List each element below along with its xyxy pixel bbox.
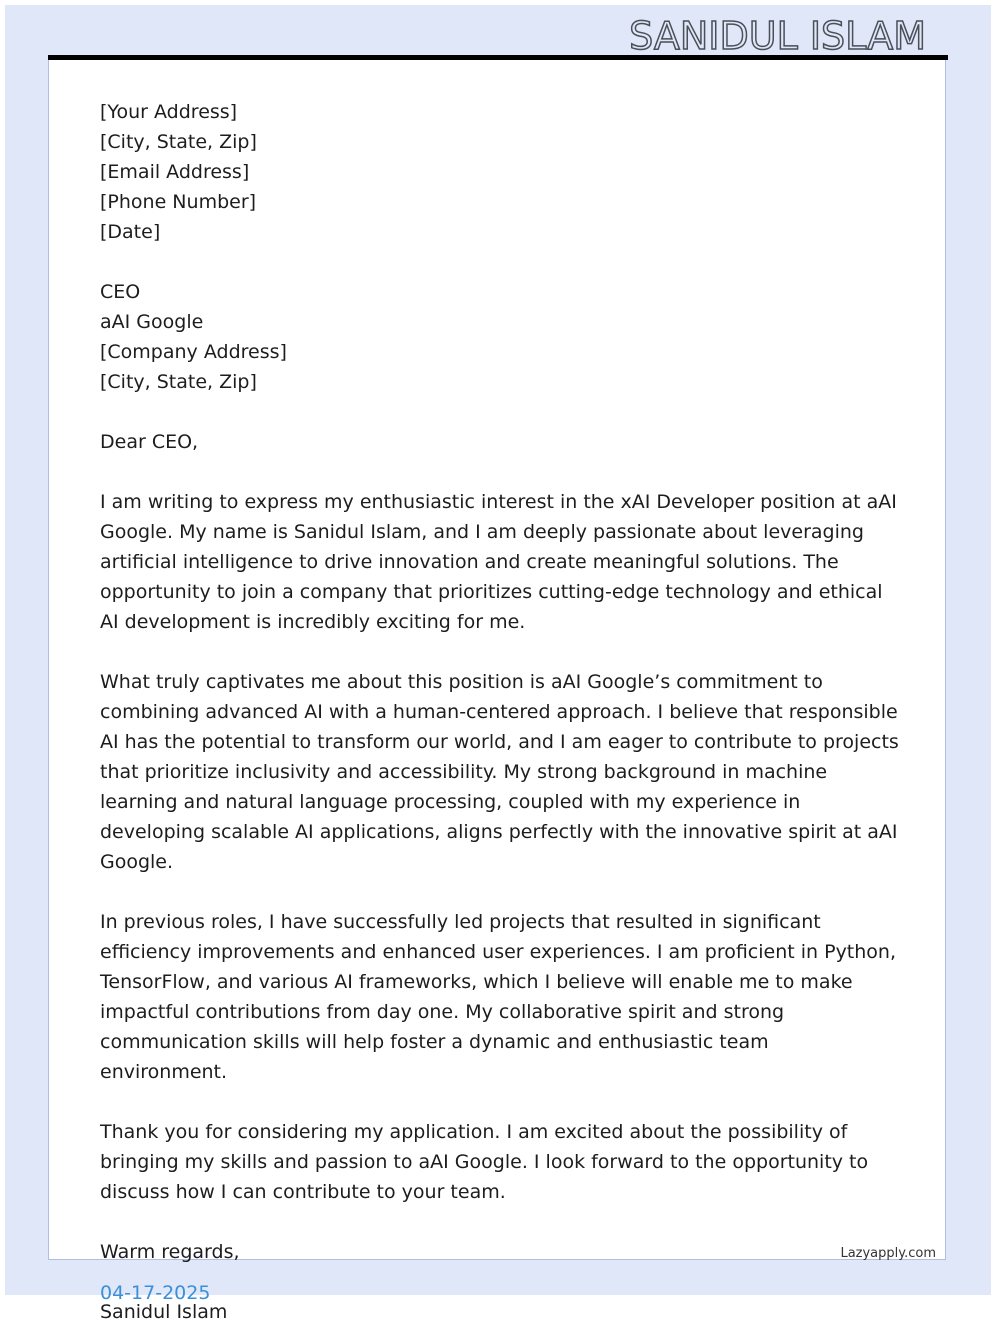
spacer — [100, 247, 900, 277]
body-paragraph-1: I am writing to express my enthusiastic interest in the xAI Developer position at aAI Google. My name is Sanidul Islam, and I am deeply passionate about leveraging artificial intelligence to drive innovation and create meaningful solutions. The opportunity to join a company that prioritizes cutting-edge technology and ethical AI development is incredibly exciting for me. — [100, 491, 897, 633]
sender-date: [Date] — [100, 221, 161, 243]
spacer — [100, 397, 900, 427]
recipient-block — [100, 277, 900, 397]
body-paragraph-4: Thank you for considering my application. I am excited about the possibility of bringing my skills and passion to aAI Google. I look forward to the opportunity to discuss how I can contribute to your team. — [100, 1121, 869, 1203]
cover-letter — [100, 97, 900, 1327]
watermark: Lazyapply.com — [840, 1246, 936, 1261]
salutation: Dear CEO, — [100, 431, 199, 453]
recipient-company: aAI Google — [100, 311, 204, 333]
recipient-title: CEO — [100, 281, 141, 303]
sender-block — [100, 97, 900, 247]
spacer — [100, 637, 900, 667]
header-name: SANIDUL ISLAM — [629, 14, 926, 58]
spacer — [100, 1087, 900, 1117]
sender-address: [Your Address] — [100, 101, 238, 123]
body-paragraph-3: In previous roles, I have successfully led projects that resulted in significant efficiency improvements and enhanced user experiences. I am proficient in Python, TensorFlow, and various AI frameworks, which I believe will enable me to make impactful contributions from day one. My collaborative spirit and strong communication skills will help foster a dynamic and enthusiastic team environment. — [100, 911, 897, 1083]
sender-email: [Email Address] — [100, 161, 250, 183]
date-stamp: 04-17-2025 — [100, 1282, 211, 1304]
spacer — [100, 1207, 900, 1237]
signature: Sanidul Islam — [100, 1301, 228, 1323]
recipient-address: [Company Address] — [100, 341, 287, 363]
spacer — [100, 877, 900, 907]
spacer — [100, 1267, 900, 1297]
spacer — [100, 457, 900, 487]
body-paragraph-2: What truly captivates me about this position is aAI Google’s commitment to combining advanced AI with a human-centered approach. I believe that responsible AI has the potential to transform our world, and I am eager to contribute to projects that prioritize inclusivity and accessibility. My strong background in machine learning and natural language processing, coupled with my experience in developing scalable AI applications, aligns perfectly with the innovative spirit at aAI Google. — [100, 671, 899, 873]
sender-city-state-zip: [City, State, Zip] — [100, 131, 257, 153]
sender-phone: [Phone Number] — [100, 191, 257, 213]
recipient-city-state-zip: [City, State, Zip] — [100, 371, 257, 393]
closing: Warm regards, — [100, 1241, 240, 1263]
